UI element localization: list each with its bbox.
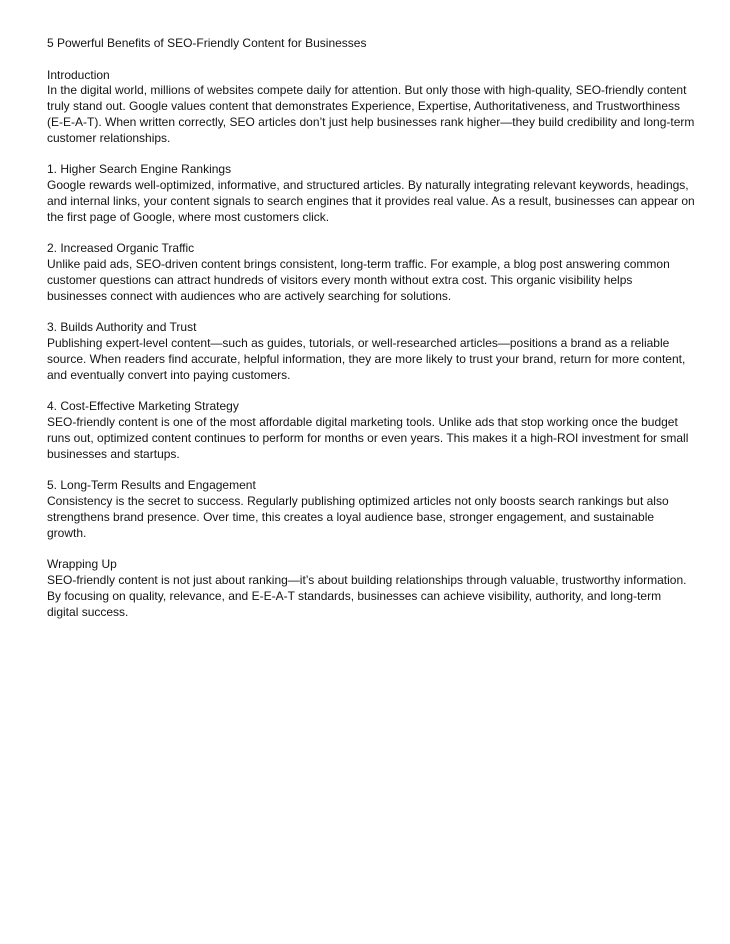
- section-heading: 2. Increased Organic Traffic: [47, 241, 195, 256]
- section-long-term-results: [47, 478, 695, 541]
- section-cost-effective: [47, 399, 695, 462]
- section-heading: Wrapping Up: [47, 557, 117, 572]
- section-heading: 5. Long-Term Results and Engagement: [47, 478, 256, 493]
- section-paragraph: Google rewards well-optimized, informative, and structured articles. By naturally integrating relevant keywords, headings, and internal links, your content signals to search engines that it provides real value. As a result, businesses can appear on the first page of Google, where most customers click.: [47, 178, 695, 224]
- document-title: 5 Powerful Benefits of SEO-Friendly Content for Businesses: [47, 36, 367, 50]
- section-paragraph: Unlike paid ads, SEO-driven content brings consistent, long-term traffic. For example, a blog post answering common customer questions can attract hundreds of visitors every month without extra cost. This organic visibility helps businesses connect with audiences who are actively searching for solutions.: [47, 257, 670, 303]
- section-introduction: [47, 68, 695, 147]
- document-content: [47, 36, 695, 620]
- section-authority-trust: [47, 320, 695, 383]
- section-wrapping-up: [47, 557, 695, 620]
- section-heading: Introduction: [47, 67, 110, 82]
- section-heading: 4. Cost-Effective Marketing Strategy: [47, 399, 239, 414]
- section-paragraph: In the digital world, millions of websites compete daily for attention. But only those with high-quality, SEO-friendly content truly stand out. Google values content that demonstrates Experience, Expertise, Authoritativeness, and Trustworthiness (E-E-A-T). When written correctly, SEO articles don’t just help businesses rank higher—they build credibility and long-term customer relationships.: [47, 83, 695, 145]
- section-paragraph: Publishing expert-level content—such as guides, tutorials, or well-researched articles—positions a brand as a reliable source. When readers find accurate, helpful information, they are more likely to trust your brand, return for more content, and eventually convert into paying customers.: [47, 336, 686, 382]
- section-heading: 1. Higher Search Engine Rankings: [47, 162, 232, 177]
- section-heading: 3. Builds Authority and Trust: [47, 320, 197, 335]
- section-paragraph: Consistency is the secret to success. Regularly publishing optimized articles not only boosts search rankings but also strengthens brand presence. Over time, this creates a loyal audience base, stronger engagement, and sustainable growth.: [47, 494, 669, 540]
- section-paragraph: SEO-friendly content is not just about ranking—it’s about building relationships through valuable, trustworthy information. By focusing on quality, relevance, and E-E-A-T standards, businesses can achieve visibility, authority, and long-term digital success.: [47, 573, 687, 619]
- section-search-engine-rankings: [47, 162, 695, 225]
- section-paragraph: SEO-friendly content is one of the most affordable digital marketing tools. Unlike ads that stop working once the budget runs out, optimized content continues to perform for months or even years. This makes it a high-ROI investment for small businesses and startups.: [47, 415, 689, 461]
- section-organic-traffic: [47, 241, 695, 304]
